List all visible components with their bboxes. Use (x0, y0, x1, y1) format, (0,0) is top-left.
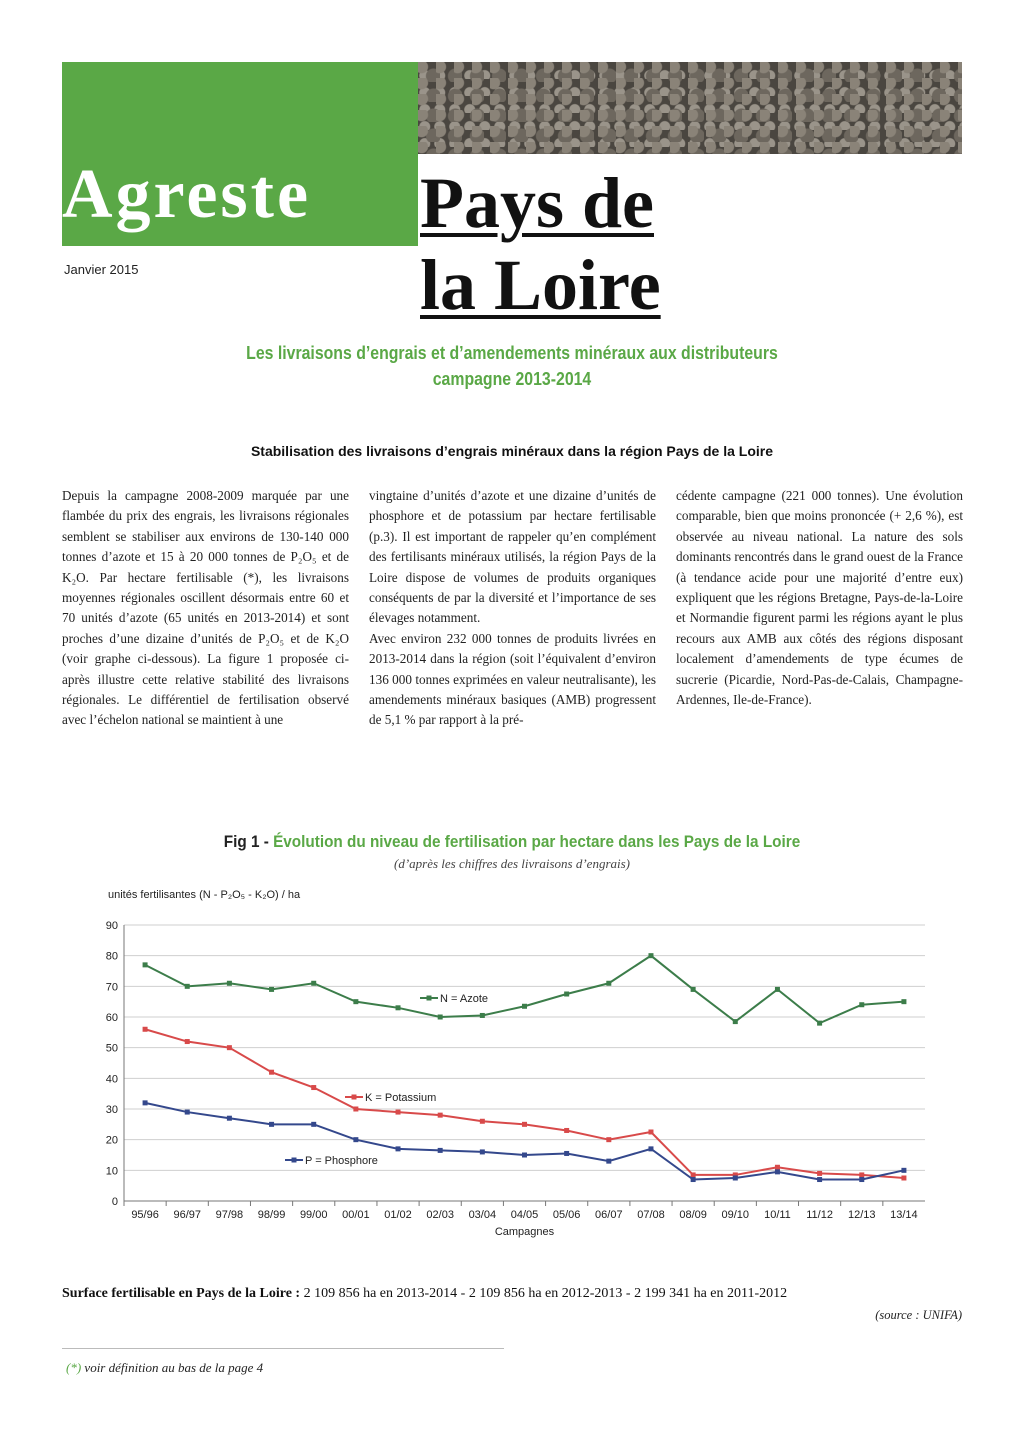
data-point (143, 962, 148, 967)
data-point (311, 981, 316, 986)
x-tick-label: 11/12 (806, 1209, 833, 1221)
data-point (438, 1113, 443, 1118)
data-point (522, 1153, 527, 1158)
body-column-2-paragraph-1: vingtaine d’unités d’azote et une dizaine d’unités de phosphore et de potassium par hectare fertilisable (p.3). Il est important de rappeler qu’en complément des fertilisants minéraux utilisés, la région Pays de la Loire dispose de volumes de produits organiques conséquents de par la diversité et l’importance de ses élevages notamment. (369, 488, 656, 626)
data-point (396, 1005, 401, 1010)
data-point (227, 981, 232, 986)
y-tick-label: 0 (111, 1196, 118, 1208)
data-point (859, 1177, 864, 1182)
data-point (775, 1169, 780, 1174)
x-tick-label: 04/05 (510, 1209, 539, 1221)
y-tick-label: 30 (105, 1104, 118, 1116)
figure-prefix: Fig 1 - (223, 832, 274, 851)
data-point (396, 1110, 401, 1115)
data-point (691, 987, 696, 992)
x-tick-label: 02/03 (426, 1209, 454, 1221)
y-tick-label: 70 (105, 981, 118, 994)
y-tick-label: 90 (105, 920, 118, 932)
chart-y-axis-label: unités fertilisantes (N - P₂O₅ - K₂O) / ha (108, 889, 301, 901)
footnote-marker: (*) (66, 1360, 82, 1375)
data-point (269, 987, 274, 992)
data-point (396, 1146, 401, 1151)
data-point (859, 1002, 864, 1007)
x-tick-label: 08/09 (679, 1209, 707, 1221)
data-point (817, 1177, 822, 1182)
x-tick-label: 05/06 (552, 1209, 581, 1221)
x-tick-label: 99/00 (299, 1209, 328, 1221)
data-point (353, 1137, 358, 1142)
data-point (901, 999, 906, 1004)
x-tick-label: 01/02 (384, 1209, 412, 1221)
data-point (775, 987, 780, 992)
surface-note-text: 2 109 856 ha en 2013-2014 - 2 109 856 ha en 2012-2013 - 2 199 341 ha en 2011-2012 (300, 1286, 788, 1301)
data-point (691, 1177, 696, 1182)
series-label: P = Phosphore (305, 1155, 378, 1167)
data-point (438, 1148, 443, 1153)
chart-x-axis-label: Campagnes (494, 1226, 555, 1238)
series-label-marker (427, 996, 432, 1001)
x-tick-label: 06/07 (595, 1209, 623, 1221)
data-point (227, 1045, 232, 1050)
data-point (185, 1039, 190, 1044)
body-column-2-paragraph-2: Avec environ 232 000 tonnes de produits livrées en 2013-2014 dans la région (soit l’équivalent d’environ 136 000 tonnes exprimées en valeur neutralisante), les amendements minéraux basiques (AMB) progressent de 5,1 % par rapport à la pré- (369, 630, 656, 728)
data-point (564, 1128, 569, 1133)
footnote (66, 1360, 263, 1376)
x-tick-label: 95/96 (131, 1209, 159, 1221)
data-point (817, 1021, 822, 1026)
body-column-3: cédente campagne (221 000 tonnes). Une évolution comparable, bien que moins prononcée (+ 2,6 %), est observée au niveau national. La nature des sols dominants rencontrés dans le grand ouest de la France (à tendance acide pour une majorité d’entre eux) expliquent que les régions Bretagne, Pays-de-la-Loire et Normandie figurent parmi les régions ayant le plus recours aux AMB aux côtés des régions disposant localement d’amendements de type écumes de sucrerie (Picardie, Nord-Pas-de-Calais, Champagne-Ardennes, Ile-de-France). (676, 488, 963, 708)
x-tick-label: 00/01 (342, 1209, 370, 1221)
data-point (480, 1013, 485, 1018)
data-point (438, 1015, 443, 1020)
data-point (901, 1176, 906, 1181)
section-subtitle: Stabilisation des livraisons d’engrais minéraux dans la région Pays de la Loire (250, 443, 774, 459)
region-title-line2: la Loire (420, 245, 661, 325)
series-label: K = Potassium (365, 1092, 437, 1104)
data-point (691, 1172, 696, 1177)
brand-logo: Agreste (62, 156, 312, 233)
y-tick-label: 50 (105, 1042, 118, 1055)
data-point (606, 1137, 611, 1142)
data-point (522, 1004, 527, 1009)
data-point (311, 1122, 316, 1127)
page-title-line2: campagne 2013-2014 (432, 369, 592, 389)
region-title-line1: Pays de (420, 163, 654, 243)
x-tick-label: 09/10 (721, 1209, 750, 1221)
data-point (606, 981, 611, 986)
x-tick-label: 13/14 (890, 1209, 918, 1221)
data-point (648, 1146, 653, 1151)
source-note: (source : UNIFA) (875, 1308, 962, 1322)
surface-note (62, 1286, 962, 1302)
data-point (353, 1107, 358, 1112)
body-column-1: Depuis la campagne 2008-2009 marquée par une flambée du prix des engrais, les livraisons régionales semblent se stabiliser aux environs de 130-140 000 tonnes d’azote et 15 à 20 000 tonnes de P₂O₅ et de K₂O. Par hectare fertilisable (*), les livraisons moyennes régionales oscillent désormais entre 60 et 70 unités d’azote (65 unités en 2013-2014) et sont proches d’une dizaine d’unités de P₂O₅ et de K₂O (voir graphe ci-dessous). La figure 1 proposée ci-après illustre cette relative stabilité des livraisons régionales. Le différentiel de fertilisation observé avec l’échelon national se maintient à une (62, 488, 349, 728)
data-point (269, 1122, 274, 1127)
data-point (522, 1122, 527, 1127)
footnote-text: voir définition au bas de la page 4 (81, 1360, 264, 1375)
x-tick-label: 98/99 (257, 1209, 286, 1221)
data-point (227, 1116, 232, 1121)
data-point (775, 1165, 780, 1170)
data-point (143, 1027, 148, 1032)
data-point (480, 1149, 485, 1154)
data-point (859, 1172, 864, 1177)
data-point (480, 1119, 485, 1124)
footnote-divider (62, 1348, 504, 1349)
data-point (564, 992, 569, 997)
data-point (606, 1159, 611, 1164)
data-point (185, 1110, 190, 1115)
data-point (733, 1176, 738, 1181)
y-tick-label: 80 (105, 950, 118, 963)
series-label-marker (352, 1095, 357, 1100)
data-point (269, 1070, 274, 1075)
data-point (733, 1019, 738, 1024)
surface-note-label: Surface fertilisable en Pays de la Loire : (62, 1286, 301, 1301)
x-tick-label: 96/97 (173, 1209, 202, 1221)
data-point (648, 1130, 653, 1135)
series-label: N = Azote (440, 993, 489, 1005)
x-tick-label: 97/98 (215, 1209, 244, 1221)
data-point (311, 1085, 316, 1090)
series-line (145, 956, 904, 1023)
data-point (353, 999, 358, 1004)
data-point (143, 1100, 148, 1105)
x-tick-label: 07/08 (637, 1209, 665, 1221)
data-point (564, 1151, 569, 1156)
data-point (185, 984, 190, 989)
figure-subtitle: (d’après les chiffres des livraisons d’engrais) (393, 856, 631, 871)
y-tick-label: 40 (105, 1073, 118, 1086)
publication-date: Janvier 2015 (64, 262, 139, 277)
series-label-marker (292, 1158, 297, 1163)
y-tick-label: 10 (105, 1165, 118, 1178)
x-tick-label: 12/13 (847, 1209, 876, 1221)
y-tick-label: 20 (105, 1134, 118, 1147)
y-tick-label: 60 (105, 1012, 118, 1024)
page-title-line1: Les livraisons d’engrais et d’amendements minéraux aux distributeurs (246, 343, 778, 363)
data-point (648, 953, 653, 958)
figure-title-text: Évolution du niveau de fertilisation par hectare dans les Pays de la Loire (273, 832, 801, 851)
data-point (901, 1168, 906, 1173)
x-tick-label: 10/11 (764, 1209, 791, 1221)
series-line (145, 1103, 904, 1180)
data-point (817, 1171, 822, 1176)
x-tick-label: 03/04 (468, 1209, 497, 1221)
